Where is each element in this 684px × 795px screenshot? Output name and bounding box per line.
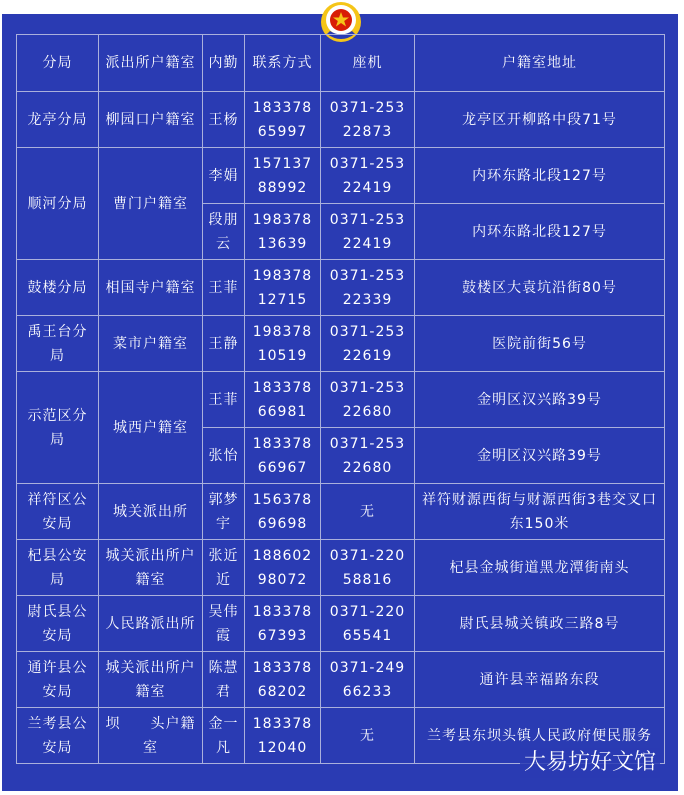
cell-address: 杞县金城街道黑龙潭街南头 [415, 540, 665, 596]
cell-phone: 18337867393 [245, 596, 321, 652]
cell-landline: 无 [321, 484, 415, 540]
table-row [17, 148, 665, 204]
cell-staff: 王静 [203, 316, 245, 372]
cell-address: 祥符财源西街与财源西街3巷交叉口东150米 [415, 484, 665, 540]
cell-office: 城关派出所户籍室 [99, 540, 203, 596]
cell-address: 兰考县东坝头镇人民政府便民服务 [415, 708, 665, 764]
cell-branch: 鼓楼分局 [17, 260, 99, 316]
cell-address: 鼓楼区大袁坑沿街80号 [415, 260, 665, 316]
cell-staff: 王菲 [203, 260, 245, 316]
cell-staff: 段朋云 [203, 204, 245, 260]
cell-branch: 禹王台分局 [17, 316, 99, 372]
cell-staff: 张近近 [203, 540, 245, 596]
cell-landline: 0371-25322873 [321, 92, 415, 148]
cell-office: 相国寺户籍室 [99, 260, 203, 316]
cell-phone: 18337865997 [245, 92, 321, 148]
cell-staff: 陈慧君 [203, 652, 245, 708]
cell-office: 曹门户籍室 [99, 148, 203, 260]
table-header-row [17, 35, 665, 92]
table-row [17, 260, 665, 316]
cell-address: 通许县幸福路东段 [415, 652, 665, 708]
cell-address: 尉氏县城关镇政三路8号 [415, 596, 665, 652]
cell-office: 城关派出所 [99, 484, 203, 540]
header-phone: 联系方式 [245, 35, 321, 92]
cell-branch: 龙亭分局 [17, 92, 99, 148]
cell-landline: 0371-25322680 [321, 428, 415, 484]
cell-office: 坝 头户籍室 [99, 708, 203, 764]
cell-landline: 0371-25322419 [321, 204, 415, 260]
table-row [17, 652, 665, 708]
cell-staff: 吴伟霞 [203, 596, 245, 652]
cell-address: 金明区汉兴路39号 [415, 372, 665, 428]
cell-branch: 尉氏县公安局 [17, 596, 99, 652]
cell-address: 内环东路北段127号 [415, 148, 665, 204]
header-landline: 座机 [321, 35, 415, 92]
cell-office: 柳园口户籍室 [99, 92, 203, 148]
header-office: 派出所户籍室 [99, 35, 203, 92]
cell-phone: 15637869698 [245, 484, 321, 540]
cell-staff: 张怡 [203, 428, 245, 484]
table-row [17, 92, 665, 148]
cell-phone: 19837810519 [245, 316, 321, 372]
table-row [17, 540, 665, 596]
cell-branch: 通许县公安局 [17, 652, 99, 708]
cell-branch: 顺河分局 [17, 148, 99, 260]
header-branch: 分局 [17, 35, 99, 92]
header-staff: 内勤 [203, 35, 245, 92]
household-registration-table [16, 34, 665, 764]
cell-landline: 0371-25322680 [321, 372, 415, 428]
cell-landline: 0371-24966233 [321, 652, 415, 708]
cell-staff: 李娟 [203, 148, 245, 204]
table-row [17, 484, 665, 540]
cell-landline: 0371-25322339 [321, 260, 415, 316]
cell-phone: 18337812040 [245, 708, 321, 764]
cell-landline: 0371-25322619 [321, 316, 415, 372]
cell-landline: 0371-25322419 [321, 148, 415, 204]
cell-branch: 兰考县公安局 [17, 708, 99, 764]
table-row [17, 316, 665, 372]
table-row [17, 596, 665, 652]
cell-phone: 18337866981 [245, 372, 321, 428]
cell-office: 人民路派出所 [99, 596, 203, 652]
cell-address: 龙亭区开柳路中段71号 [415, 92, 665, 148]
cell-address: 金明区汉兴路39号 [415, 428, 665, 484]
cell-phone: 19837812715 [245, 260, 321, 316]
cell-branch: 示范区分局 [17, 372, 99, 484]
cell-phone: 15713788992 [245, 148, 321, 204]
cell-address: 医院前街56号 [415, 316, 665, 372]
cell-landline: 0371-22065541 [321, 596, 415, 652]
cell-phone: 19837813639 [245, 204, 321, 260]
site-watermark: 大易坊好文馆 [520, 748, 660, 778]
cell-office: 菜市户籍室 [99, 316, 203, 372]
cell-address: 内环东路北段127号 [415, 204, 665, 260]
cell-phone: 18337866967 [245, 428, 321, 484]
cell-staff: 王杨 [203, 92, 245, 148]
cell-landline: 0371-22058816 [321, 540, 415, 596]
cell-landline: 无 [321, 708, 415, 764]
cell-branch: 祥符区公安局 [17, 484, 99, 540]
cell-branch: 杞县公安局 [17, 540, 99, 596]
header-address: 户籍室地址 [415, 35, 665, 92]
cell-office: 城关派出所户籍室 [99, 652, 203, 708]
cell-office: 城西户籍室 [99, 372, 203, 484]
table-row [17, 372, 665, 428]
cell-staff: 王菲 [203, 372, 245, 428]
cell-phone: 18860298072 [245, 540, 321, 596]
cell-staff: 郭梦宇 [203, 484, 245, 540]
cell-staff: 金一凡 [203, 708, 245, 764]
cell-phone: 18337868202 [245, 652, 321, 708]
